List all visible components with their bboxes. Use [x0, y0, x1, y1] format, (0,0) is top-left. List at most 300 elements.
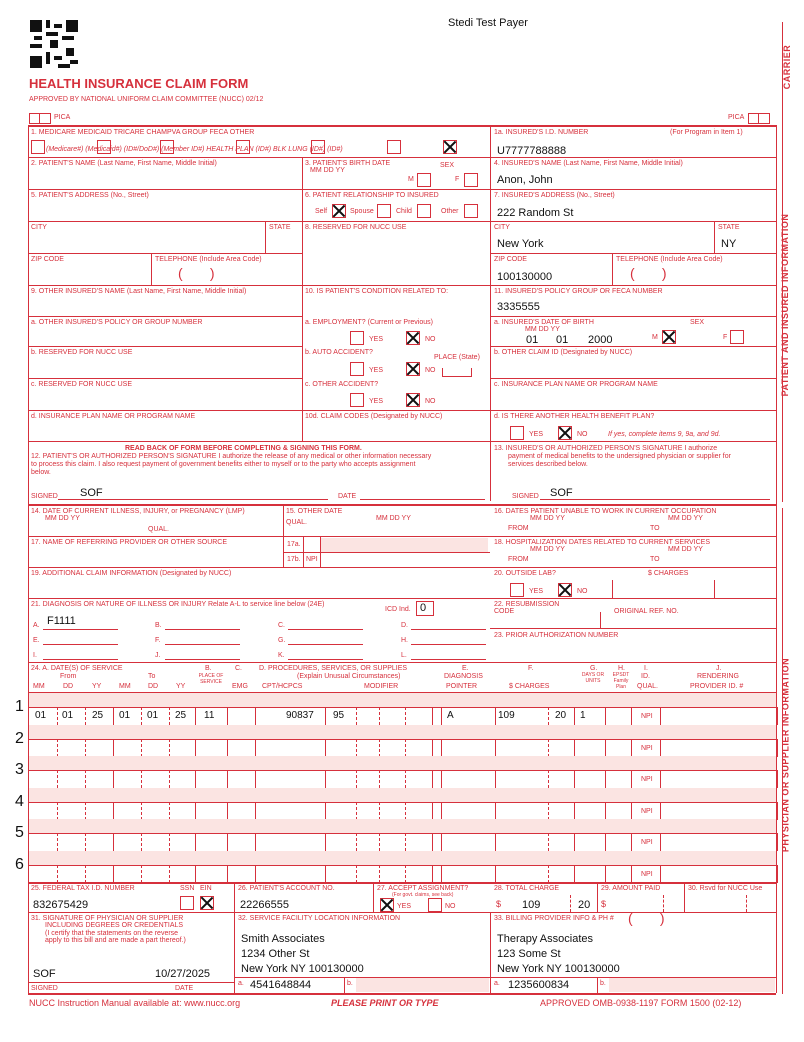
patient-sex-m-box[interactable]	[417, 173, 431, 187]
service-line-col	[141, 739, 142, 757]
service-line-col	[113, 833, 114, 851]
item-16-mmddyy-to: MM DD YY	[668, 515, 703, 522]
service-line-col	[631, 833, 632, 851]
rule	[597, 977, 598, 993]
service-line-col	[631, 707, 632, 725]
h24-d2: (Explain Unusual Circumstances)	[297, 673, 401, 680]
physician-sign-date[interactable]: 10/27/2025	[155, 968, 211, 980]
patient-state-label: STATE	[269, 224, 291, 231]
diagnosis-a[interactable]: F1111	[47, 615, 76, 627]
physician-line	[782, 508, 783, 994]
service-line-col	[574, 802, 575, 820]
ein-box[interactable]	[200, 896, 214, 910]
item-16-to: TO	[650, 525, 660, 532]
service-line-col	[169, 865, 170, 883]
employment-yes: YES	[369, 336, 384, 343]
service-line-col	[432, 707, 433, 725]
insured-sex-f: F	[723, 334, 728, 341]
accept-yes-box[interactable]	[380, 898, 394, 912]
facility-a: a.	[238, 980, 244, 987]
service-line-col	[432, 865, 433, 883]
item-25-label: 25. FEDERAL TAX I.D. NUMBER	[31, 885, 135, 892]
service-line-col	[660, 707, 661, 725]
h24-dd1: DD	[63, 683, 74, 690]
h24-prov: PROVIDER ID. #	[690, 683, 744, 690]
service-line-col	[325, 833, 326, 851]
item-15-qual: QUAL.	[286, 519, 308, 526]
h24-emg: EMG	[232, 683, 248, 690]
billing-npi[interactable]: 1235600834	[508, 979, 570, 991]
item-11a-sex: SEX	[690, 319, 705, 326]
item-7-label: 7. INSURED'S ADDRESS (No., Street)	[494, 192, 615, 199]
tax-id[interactable]: 832675429	[33, 899, 89, 911]
h24-epsdt: EPSDT Family Plan	[612, 672, 630, 690]
total-charge[interactable]: 109	[522, 899, 541, 911]
diagnosis-line[interactable]	[411, 659, 486, 660]
item-16-mmddyy-from: MM DD YY	[530, 515, 565, 522]
item-16-from: FROM	[508, 525, 529, 532]
h24-mod: MODIFIER	[364, 683, 399, 690]
insured-dob-dd[interactable]: 01	[556, 334, 569, 346]
h24-yy2: YY	[176, 683, 186, 690]
insured-street[interactable]: 222 Random St	[497, 207, 574, 219]
service-line-col	[255, 865, 256, 883]
service-line-col	[405, 770, 406, 788]
patient-tel-label: TELEPHONE (Include Area Code)	[155, 256, 262, 263]
h24-to: To	[148, 673, 156, 680]
insured-sex-m-box[interactable]	[662, 330, 676, 344]
employment-yes-box[interactable]	[350, 331, 364, 345]
facility-npi[interactable]: 4541648844	[250, 979, 312, 991]
outside-lab-yes: YES	[529, 588, 544, 595]
patient-sex-f-box[interactable]	[464, 173, 478, 187]
service-line-npi: NPI	[641, 839, 653, 846]
service-line-col	[195, 707, 196, 725]
item-20-charges: $ CHARGES	[648, 570, 689, 577]
policy-number[interactable]: 3335555	[497, 301, 540, 313]
rule	[28, 567, 776, 568]
insured-zip[interactable]: 100130000	[497, 271, 553, 283]
service-line-col	[57, 833, 58, 851]
accept-no: NO	[445, 903, 456, 910]
service-line-col	[85, 707, 86, 725]
service-line-col	[356, 770, 357, 788]
item-14-qual: QUAL.	[148, 526, 170, 533]
rule	[283, 552, 490, 553]
insured-sex-m: M	[652, 334, 658, 341]
item-13-label-b: payment of medical benefits to the undersigned physician or supplier for	[508, 453, 731, 460]
service-line-col	[169, 770, 170, 788]
other-acc-no-box[interactable]	[406, 393, 420, 407]
service-line-cents[interactable]: 20	[555, 710, 567, 721]
item-3-m: M	[408, 176, 414, 183]
billing-name[interactable]: Therapy Associates	[497, 933, 593, 945]
item-15-label: 15. OTHER DATE	[286, 508, 343, 515]
account-number[interactable]: 22266555	[240, 899, 289, 911]
rule	[28, 993, 776, 995]
rule	[28, 504, 776, 506]
item-25-ssn: SSN	[180, 885, 195, 892]
item-27-label: 27. ACCEPT ASSIGNMENT?	[377, 885, 469, 892]
service-line-col	[356, 707, 357, 725]
insured-zip-label: ZIP CODE	[494, 256, 527, 263]
service-line-charge[interactable]: 109	[498, 710, 515, 721]
diagnosis-letter: B.	[155, 622, 162, 629]
service-line-col	[777, 770, 778, 788]
rule	[490, 912, 491, 993]
service-line-col	[548, 833, 549, 851]
service-line-col	[432, 802, 433, 820]
service-line-col	[605, 770, 606, 788]
item-17b-npi: NPI	[306, 556, 318, 563]
item-31-label-d: apply to this bill and are made a part thereof.)	[45, 937, 186, 944]
item-11a-mmddyy: MM DD YY	[525, 326, 560, 333]
service-line-col	[325, 707, 326, 725]
item-11d-note: If yes, complete items 9, 9a, and 9d.	[608, 431, 721, 438]
service-line-col	[405, 865, 406, 883]
service-line-col	[195, 865, 196, 883]
service-line-col	[441, 802, 442, 820]
item-30-label: 30. Rsvd for NUCC Use	[688, 885, 763, 892]
signed-13: SIGNED	[512, 493, 539, 500]
rule	[28, 441, 776, 442]
other-box[interactable]	[443, 140, 457, 154]
carrier-line	[782, 22, 783, 502]
diagnosis-letter: I.	[33, 652, 37, 659]
billing-a: a.	[494, 980, 500, 987]
item-31-date: DATE	[175, 985, 194, 992]
service-line-units[interactable]: 1	[580, 710, 586, 721]
patient-side-label: PATIENT AND INSURED INFORMATION	[780, 213, 790, 397]
pica-right: PICA	[728, 114, 745, 121]
item-29-label: 29. AMOUNT PAID	[601, 885, 661, 892]
rule	[490, 378, 776, 379]
rel-self-box[interactable]	[332, 204, 346, 218]
diagnosis-letter: E.	[33, 637, 40, 644]
service-line-col	[195, 770, 196, 788]
diagnosis-letter: G.	[278, 637, 286, 644]
item-19-label: 19. ADDITIONAL CLAIM INFORMATION (Designated by NUCC)	[31, 570, 232, 577]
icd-ind: ICD Ind.	[385, 606, 411, 613]
service-line-col	[141, 707, 142, 725]
service-line-col	[141, 865, 142, 883]
rule	[28, 536, 776, 537]
other-plan-no-box[interactable]	[558, 426, 572, 440]
diagnosis-line[interactable]	[165, 629, 240, 630]
item-3-label: 3. PATIENT'S BIRTH DATE	[305, 160, 391, 167]
service-line-col	[777, 707, 778, 725]
item-14-label: 14. DATE OF CURRENT ILLNESS, INJURY, or PREGNANCY (LMP)	[31, 508, 245, 515]
pica-left: PICA	[54, 114, 71, 121]
service-line-yy1[interactable]: 25	[92, 710, 104, 721]
service-line-col	[85, 833, 86, 851]
service-line-bottom	[28, 883, 776, 884]
service-line-col	[57, 770, 58, 788]
total-charge-cents[interactable]: 20	[578, 899, 591, 911]
facility-city[interactable]: New York NY 100130000	[241, 963, 364, 975]
insured-id[interactable]: U7777788888	[497, 145, 567, 157]
diagnosis-line[interactable]	[165, 644, 240, 645]
h24-qual: QUAL.	[637, 683, 659, 690]
rule	[28, 346, 302, 347]
diagnosis-letter: L.	[401, 652, 407, 659]
h24-h: H.	[618, 665, 625, 672]
item-31-label-b: INCLUDING DEGREES OR CREDENTIALS	[45, 922, 184, 929]
item-10a-label: a. EMPLOYMENT? (Current or Previous)	[305, 319, 433, 326]
rule	[28, 285, 776, 286]
rel-other-box[interactable]	[464, 204, 478, 218]
diagnosis-line[interactable]	[165, 659, 240, 660]
rule	[28, 125, 776, 127]
service-line-mod[interactable]: 95	[333, 710, 345, 721]
item-12-label-b: to process this claim. I also request payment of government benefits either to myself or to the party who accepts assignment	[31, 461, 416, 468]
rule	[151, 253, 152, 285]
billing-street[interactable]: 123 Some St	[497, 948, 561, 960]
service-line-col	[85, 739, 86, 757]
footer-manual: NUCC Instruction Manual available at: www.nucc.org	[29, 998, 241, 1008]
diagnosis-line[interactable]	[288, 644, 363, 645]
insured-dob-yy[interactable]: 2000	[588, 334, 613, 346]
rule	[612, 580, 613, 598]
service-line-col	[57, 802, 58, 820]
service-line-col	[113, 707, 114, 725]
item-3-f: F	[455, 176, 460, 183]
rule	[28, 410, 776, 411]
diagnosis-line[interactable]	[43, 644, 118, 645]
service-line-col	[405, 707, 406, 725]
item-10c-label: c. OTHER ACCIDENT?	[305, 381, 379, 388]
accept-no-box[interactable]	[428, 898, 442, 912]
rule	[746, 895, 747, 912]
accept-yes: YES	[397, 903, 412, 910]
item-28-dollar: $	[496, 899, 502, 909]
item-2-label: 2. PATIENT'S NAME (Last Name, First Name, Middle Initial)	[31, 160, 217, 167]
auto-no: NO	[425, 367, 436, 374]
other-acc-no: NO	[425, 398, 436, 405]
service-line-col	[195, 833, 196, 851]
rule	[28, 882, 776, 883]
item-11b-label: b. OTHER CLAIM ID (Designated by NUCC)	[494, 349, 633, 356]
service-line-col	[495, 707, 496, 725]
service-line-col	[195, 802, 196, 820]
service-line-mm1[interactable]: 01	[35, 710, 47, 721]
item-1a-note: (For Program in Item 1)	[670, 129, 743, 136]
service-line-col	[57, 707, 58, 725]
h24-days: DAYS OR UNITS	[581, 672, 605, 684]
diagnosis-line[interactable]	[411, 644, 486, 645]
rule	[28, 253, 302, 254]
service-line-dd2[interactable]: 01	[147, 710, 159, 721]
service-line-col	[441, 707, 442, 725]
service-line-col	[169, 707, 170, 725]
signed-12: SIGNED	[31, 493, 58, 500]
service-line-col	[777, 802, 778, 820]
other-plan-yes-box[interactable]	[510, 426, 524, 440]
diagnosis-line[interactable]	[411, 629, 486, 630]
item-16-label: 16. DATES PATIENT UNABLE TO WORK IN CURRENT OCCUPATION	[494, 508, 717, 515]
service-line-col	[574, 770, 575, 788]
service-line-ptr[interactable]: A	[447, 710, 454, 721]
item-9c-label: c. RESERVED FOR NUCC USE	[31, 381, 132, 388]
rel-spouse-box[interactable]	[377, 204, 391, 218]
h24-g: G.	[590, 665, 598, 672]
h24-pos: PLACE OF SERVICE	[198, 673, 224, 685]
auto-no-box[interactable]	[406, 362, 420, 376]
diagnosis-line[interactable]	[43, 629, 118, 630]
item-11c-label: c. INSURANCE PLAN NAME OR PROGRAM NAME	[494, 381, 658, 388]
rule	[28, 598, 776, 599]
rule	[597, 882, 598, 912]
rel-child-box[interactable]	[417, 204, 431, 218]
rule	[490, 253, 776, 254]
ssn-box[interactable]	[180, 896, 194, 910]
service-line-pos[interactable]: 11	[204, 710, 215, 721]
item-18-from: FROM	[508, 556, 529, 563]
outside-lab-no-box[interactable]	[558, 583, 572, 597]
service-line-number: 4	[15, 793, 24, 810]
payer-name: Stedi Test Payer	[448, 17, 528, 29]
service-line-col	[548, 770, 549, 788]
rel-other: Other	[441, 208, 459, 215]
physician-side-label: PHYSICIAN OR SUPPLIER INFORMATION	[780, 657, 791, 853]
h24-e: E.	[462, 665, 469, 672]
insured-tel-paren: ( )	[630, 265, 667, 281]
icd-ind-value[interactable]: 0	[420, 602, 427, 614]
service-line-col	[379, 802, 380, 820]
service-line-col	[660, 833, 661, 851]
item-26-label: 26. PATIENT'S ACCOUNT NO.	[238, 885, 335, 892]
physician-signature[interactable]: SOF	[33, 968, 56, 980]
patient-city-label: CITY	[31, 224, 47, 231]
rule	[28, 662, 776, 663]
rule	[684, 882, 685, 912]
diagnosis-line[interactable]	[43, 659, 118, 660]
insured-dob-mm[interactable]: 01	[526, 334, 539, 346]
item-33-label: 33. BILLING PROVIDER INFO & PH #	[494, 915, 614, 922]
service-line-dd1[interactable]: 01	[62, 710, 74, 721]
service-line-col	[432, 739, 433, 757]
h24-a: 24. A. DATE(S) OF SERVICE	[31, 665, 123, 672]
service-line-col	[605, 739, 606, 757]
other-acc-yes: YES	[369, 398, 384, 405]
item-11a-label: a. INSURED'S DATE OF BIRTH	[494, 319, 594, 326]
diagnosis-line[interactable]	[288, 629, 363, 630]
service-line-npi: NPI	[641, 713, 653, 720]
service-line-mm2[interactable]: 01	[119, 710, 131, 721]
h24-dd2: DD	[148, 683, 159, 690]
service-line-col	[379, 707, 380, 725]
facility-street[interactable]: 1234 Other St	[241, 948, 310, 960]
item-17a: 17a.	[287, 541, 301, 548]
service-line-shade	[29, 693, 776, 707]
rel-spouse: Spouse	[350, 208, 374, 215]
insured-name[interactable]: Anon, John	[497, 174, 553, 186]
service-line-yy2[interactable]: 25	[175, 710, 187, 721]
patient-signature[interactable]: SOF	[80, 487, 103, 499]
employment-no-box[interactable]	[406, 331, 420, 345]
service-line-col	[356, 739, 357, 757]
service-line-col	[379, 739, 380, 757]
patient-tel-paren: ( )	[178, 265, 215, 281]
item-27-label-b: (For govt. claims, see back)	[392, 892, 454, 898]
diagnosis-letter: H.	[401, 637, 408, 644]
service-line-npi: NPI	[641, 745, 653, 752]
service-line-col	[441, 833, 442, 851]
service-line-col	[113, 802, 114, 820]
date-12: DATE	[338, 493, 357, 500]
diagnosis-line[interactable]	[288, 659, 363, 660]
service-line-col	[255, 833, 256, 851]
service-line-number: 5	[15, 824, 24, 841]
service-line-number: 6	[15, 856, 24, 873]
rule	[344, 977, 345, 993]
item-11-label: 11. INSURED'S POLICY GROUP OR FECA NUMBER	[494, 288, 663, 295]
auto-place-field[interactable]	[442, 368, 472, 377]
service-line-col	[255, 802, 256, 820]
service-line-col	[631, 865, 632, 883]
diagnosis-letter: J.	[155, 652, 161, 659]
service-line-npi: NPI	[641, 808, 653, 815]
service-line-col	[57, 739, 58, 757]
item-5-label: 5. PATIENT'S ADDRESS (No., Street)	[31, 192, 149, 199]
service-line-shade	[29, 725, 776, 739]
outside-lab-no: NO	[577, 588, 588, 595]
h24-mm2: MM	[119, 683, 131, 690]
insured-state[interactable]: NY	[721, 238, 737, 250]
service-line-col	[441, 865, 442, 883]
outside-lab-yes-box[interactable]	[510, 583, 524, 597]
service-line-col	[495, 739, 496, 757]
h24-ptr: POINTER	[446, 683, 478, 690]
service-line-col	[379, 865, 380, 883]
h24-f: F.	[528, 665, 534, 672]
service-line-col	[405, 739, 406, 757]
medicare-box[interactable]	[31, 140, 45, 154]
billing-city[interactable]: New York NY 100130000	[497, 963, 620, 975]
h24-cpt: CPT/HCPCS	[262, 683, 303, 690]
readback: READ BACK OF FORM BEFORE COMPLETING & SIGNING THIS FORM.	[125, 445, 362, 452]
service-line-col	[548, 707, 549, 725]
item-18-to: TO	[650, 556, 660, 563]
facility-name[interactable]: Smith Associates	[241, 933, 325, 945]
service-line-col	[432, 833, 433, 851]
auto-yes-box[interactable]	[350, 362, 364, 376]
service-line-col	[57, 865, 58, 883]
item-13-label: 13. INSURED'S OR AUTHORIZED PERSON'S SIGNATURE I authorize	[494, 445, 718, 452]
item-1-sub: (Medicare#) (Medicaid#) (ID#/DoD#) (Member ID#) HEALTH PLAN (ID#) BLK LUNG (ID#) (ID#)	[46, 146, 343, 153]
other-acc-yes-box[interactable]	[350, 393, 364, 407]
pica-left-box2[interactable]	[39, 113, 51, 124]
insured-sex-f-box[interactable]	[730, 330, 744, 344]
insured-state-label: STATE	[718, 224, 740, 231]
service-line-cpt[interactable]: 90837	[286, 710, 314, 721]
item-9b-label: b. RESERVED FOR NUCC USE	[31, 349, 133, 356]
service-line-col	[325, 865, 326, 883]
insured-city[interactable]: New York	[497, 238, 544, 250]
item-23-label: 23. PRIOR AUTHORIZATION NUMBER	[494, 632, 619, 639]
insured-city-label: CITY	[494, 224, 510, 231]
rule	[360, 499, 485, 500]
service-line-col	[141, 833, 142, 851]
rule	[373, 882, 374, 912]
item-9d-label: d. INSURANCE PLAN NAME OR PROGRAM NAME	[31, 413, 196, 420]
service-line-npi: NPI	[641, 776, 653, 783]
pica-right-box2[interactable]	[758, 113, 770, 124]
feca-box[interactable]	[387, 140, 401, 154]
service-line-col	[141, 802, 142, 820]
service-line-col	[325, 802, 326, 820]
insured-signature[interactable]: SOF	[550, 487, 573, 499]
